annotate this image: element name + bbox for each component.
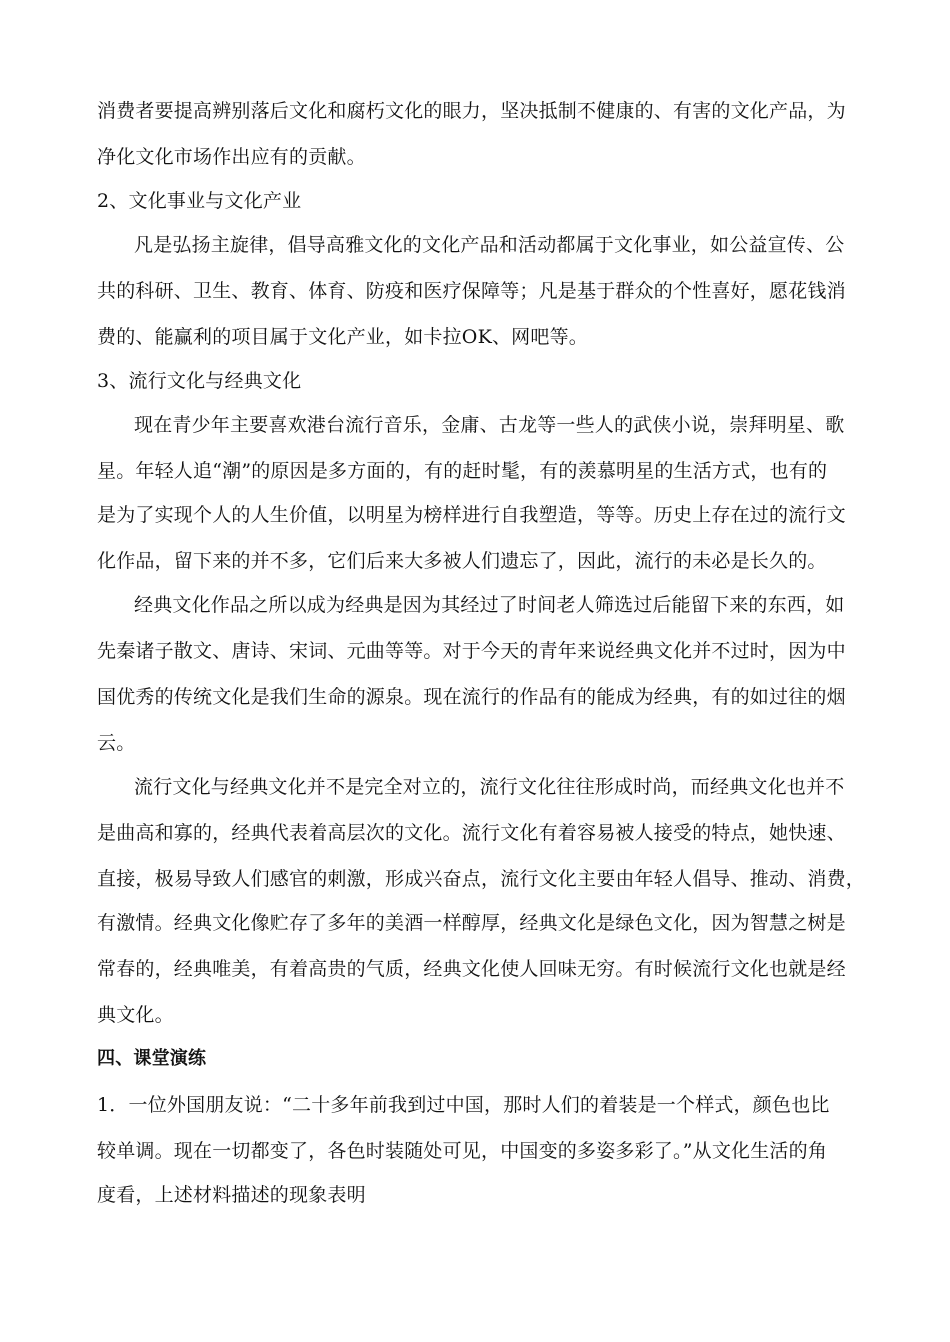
- question-line: 1．一位外国朋友说：“二十多年前我到过中国，那时人们的着装是一个样式，颜色也比: [97, 1094, 830, 1116]
- section-heading: 2、文化事业与文化产业: [97, 190, 302, 212]
- text-line: 先秦诸子散文、唐诗、宋词、元曲等等。对于今天的青年来说经典文化并不过时，因为中: [97, 640, 846, 662]
- question-line: 度看，上述材料描述的现象表明: [97, 1184, 366, 1206]
- text-line: 是为了实现个人的人生价值，以明星为榜样进行自我塑造，等等。历史上存在过的流行文: [97, 504, 846, 526]
- text-line: 星。年轻人追“潮”的原因是多方面的，有的赶时髦，有的羡慕明星的生活方式，也有的: [97, 460, 828, 482]
- text-line: 现在青少年主要喜欢港台流行音乐，金庸、古龙等一些人的武侠小说，崇拜明星、歌: [134, 414, 845, 436]
- question-line: 较单调。现在一切都变了，各色时装随处可见，中国变的多姿多彩了。”从文化生活的角: [97, 1140, 828, 1162]
- text-line: 化作品，留下来的并不多，它们后来大多被人们遗忘了，因此，流行的未必是长久的。: [97, 550, 827, 572]
- text-line: 消费者要提高辨别落后文化和腐朽文化的眼力，坚决抵制不健康的、有害的文化产品，为: [97, 100, 846, 122]
- text-line: 流行文化与经典文化并不是完全对立的，流行文化往往形成时尚，而经典文化也并不: [134, 776, 845, 798]
- text-line: 费的、能赢利的项目属于文化产业，如卡拉OK、网吧等。: [97, 326, 588, 348]
- text-line: 云。: [97, 732, 136, 754]
- text-line: 典文化。: [97, 1004, 174, 1026]
- text-line: 经典文化作品之所以成为经典是因为其经过了时间老人筛选过后能留下来的东西，如: [134, 594, 845, 616]
- text-line: 常春的，经典唯美，有着高贵的气质，经典文化使人回味无穷。有时候流行文化也就是经: [97, 958, 846, 980]
- section-heading: 3、流行文化与经典文化: [97, 370, 302, 392]
- chapter-heading: 四、课堂演练: [97, 1048, 207, 1069]
- text-line: 净化文化市场作出应有的贡献。: [97, 146, 366, 168]
- text-line: 直接，极易导致人们感官的刺激，形成兴奋点，流行文化主要由年轻人倡导、推动、消费，: [97, 868, 866, 890]
- text-line: 共的科研、卫生、教育、体育、防疫和医疗保障等；凡是基于群众的个性喜好，愿花钱消: [97, 280, 846, 302]
- text-line: 有激情。经典文化像贮存了多年的美酒一样醇厚，经典文化是绿色文化，因为智慧之树是: [97, 912, 846, 934]
- text-line: 是曲高和寡的，经典代表着高层次的文化。流行文化有着容易被人接受的特点，她快速、: [97, 822, 846, 844]
- text-line: 国优秀的传统文化是我们生命的源泉。现在流行的作品有的能成为经典，有的如过往的烟: [97, 686, 846, 708]
- text-line: 凡是弘扬主旋律，倡导高雅文化的文化产品和活动都属于文化事业，如公益宣传、公: [134, 234, 845, 256]
